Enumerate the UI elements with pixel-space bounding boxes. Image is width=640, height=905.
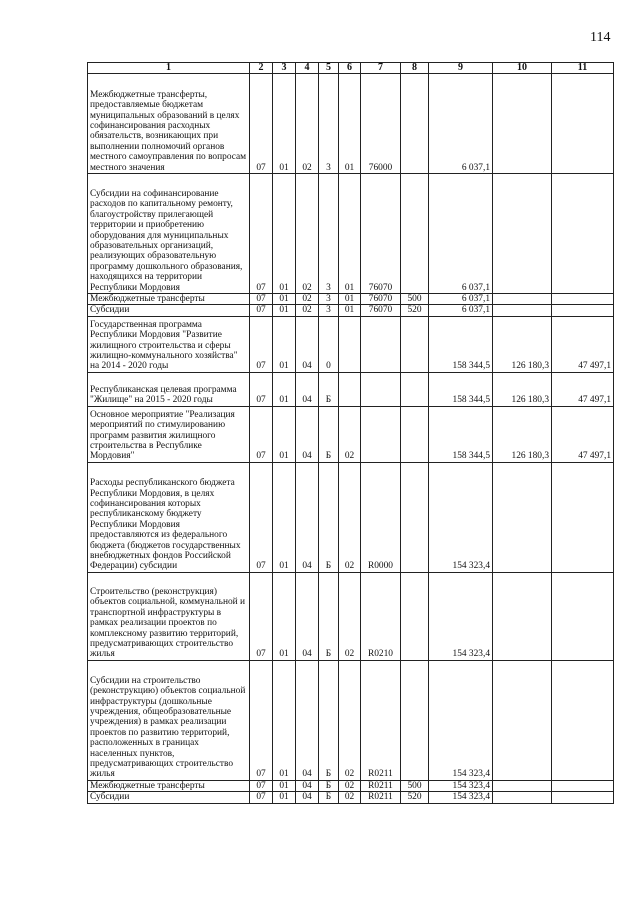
row-value-cell: 02 — [339, 462, 361, 572]
row-value-cell: 02 — [339, 572, 361, 660]
row-value-cell: 76070 — [361, 294, 401, 305]
row-value-cell: 01 — [339, 174, 361, 294]
row-value-cell — [552, 74, 614, 174]
row-value-cell — [361, 406, 401, 462]
col-header: 7 — [361, 63, 401, 74]
row-value-cell — [552, 572, 614, 660]
row-value-cell: 520 — [401, 305, 429, 316]
row-value-cell: 01 — [273, 74, 296, 174]
row-name-cell: Республиканская целевая программа "Жилище" на 2015 - 2020 годы — [88, 372, 250, 406]
row-value-cell: 01 — [273, 792, 296, 803]
row-value-cell: 3 — [319, 174, 339, 294]
row-name-cell: Субсидии — [88, 792, 250, 803]
row-value-cell: 01 — [273, 780, 296, 791]
row-value-cell — [493, 74, 552, 174]
row-value-cell: 3 — [319, 74, 339, 174]
row-value-cell: 04 — [296, 660, 319, 780]
row-value-cell: 76070 — [361, 305, 401, 316]
table-row — [88, 406, 614, 462]
row-value-cell: 02 — [296, 74, 319, 174]
row-value-cell — [552, 660, 614, 780]
row-value-cell: 6 037,1 — [429, 305, 493, 316]
row-value-cell: R0211 — [361, 792, 401, 803]
row-value-cell: 04 — [296, 572, 319, 660]
row-value-cell: 01 — [339, 305, 361, 316]
row-value-cell: 158 344,5 — [429, 372, 493, 406]
row-value-cell: 02 — [296, 294, 319, 305]
row-value-cell: 04 — [296, 792, 319, 803]
row-value-cell — [361, 372, 401, 406]
table-row — [88, 462, 614, 572]
table-row — [88, 316, 614, 372]
row-value-cell — [552, 462, 614, 572]
table-row — [88, 780, 614, 791]
row-value-cell: 01 — [273, 174, 296, 294]
col-header: 2 — [250, 63, 273, 74]
row-value-cell: 01 — [273, 372, 296, 406]
row-value-cell — [552, 792, 614, 803]
row-value-cell — [493, 792, 552, 803]
row-value-cell: Б — [319, 462, 339, 572]
row-value-cell: 07 — [250, 305, 273, 316]
row-value-cell — [552, 174, 614, 294]
row-value-cell — [493, 462, 552, 572]
row-value-cell: 01 — [339, 294, 361, 305]
row-value-cell: 04 — [296, 462, 319, 572]
row-value-cell: 07 — [250, 74, 273, 174]
row-value-cell: 02 — [296, 174, 319, 294]
row-value-cell: 07 — [250, 462, 273, 572]
col-header: 1 — [88, 63, 250, 74]
row-value-cell — [493, 660, 552, 780]
row-value-cell — [552, 294, 614, 305]
row-value-cell: 154 323,4 — [429, 660, 493, 780]
table-row — [88, 74, 614, 174]
row-value-cell: 3 — [319, 305, 339, 316]
table-row — [88, 792, 614, 803]
budget-table — [87, 62, 614, 804]
row-value-cell: 07 — [250, 406, 273, 462]
row-value-cell: 0 — [319, 316, 339, 372]
row-name-cell: Субсидии на софинансирование расходов по капитальному ремонту, благоустройству прилегающей территории и приобретению оборудования для муниципальных образовательных организаций, реализующих образовательную программу дошкольного образования, находящихся на территории Республики Мордовия — [88, 174, 250, 294]
col-header: 11 — [552, 63, 614, 74]
row-value-cell: 154 323,4 — [429, 792, 493, 803]
row-value-cell: 126 180,3 — [493, 406, 552, 462]
row-value-cell: 158 344,5 — [429, 406, 493, 462]
row-name-cell: Межбюджетные трансферты — [88, 294, 250, 305]
row-value-cell — [401, 462, 429, 572]
col-header: 6 — [339, 63, 361, 74]
row-value-cell: 500 — [401, 780, 429, 791]
row-value-cell: 07 — [250, 174, 273, 294]
row-value-cell: 158 344,5 — [429, 316, 493, 372]
table-row — [88, 305, 614, 316]
row-value-cell: 154 323,4 — [429, 780, 493, 791]
row-value-cell: 126 180,3 — [493, 316, 552, 372]
row-value-cell — [339, 372, 361, 406]
row-value-cell — [401, 660, 429, 780]
table-row — [88, 660, 614, 780]
table-row — [88, 294, 614, 305]
row-value-cell: 01 — [273, 316, 296, 372]
row-value-cell: Б — [319, 406, 339, 462]
table-row — [88, 372, 614, 406]
row-value-cell — [493, 305, 552, 316]
row-value-cell: 01 — [273, 572, 296, 660]
row-value-cell: 01 — [339, 74, 361, 174]
row-value-cell: 6 037,1 — [429, 294, 493, 305]
row-value-cell: 07 — [250, 660, 273, 780]
row-value-cell: 520 — [401, 792, 429, 803]
row-value-cell: 126 180,3 — [493, 372, 552, 406]
row-value-cell: 02 — [339, 792, 361, 803]
row-value-cell: R0211 — [361, 660, 401, 780]
row-name-cell: Основное мероприятие "Реализация мероприятий по стимулированию программ развития жилищного строительства в Республике Мордовия" — [88, 406, 250, 462]
col-header: 9 — [429, 63, 493, 74]
table-row — [88, 174, 614, 294]
col-header: 8 — [401, 63, 429, 74]
row-value-cell: Б — [319, 780, 339, 791]
row-name-cell: Субсидии на строительство (реконструкцию) объектов социальной инфраструктуры (дошкольные учреждения, общеобразовательные учреждения) в рамках реализации проектов по развитию территорий, расположенных в границах населенных пунктов, предусматривающих строительство жилья — [88, 660, 250, 780]
row-value-cell: 04 — [296, 406, 319, 462]
row-value-cell: 02 — [296, 305, 319, 316]
row-value-cell: 07 — [250, 572, 273, 660]
row-value-cell — [361, 316, 401, 372]
row-value-cell — [493, 572, 552, 660]
col-header: 10 — [493, 63, 552, 74]
row-value-cell — [552, 780, 614, 791]
row-value-cell: 01 — [273, 462, 296, 572]
row-value-cell — [493, 174, 552, 294]
row-name-cell: Государственная программа Республики Мордовия "Развитие жилищного строительства и сферы жилищно-коммунального хозяйства" на 2014 - 2020 годы — [88, 316, 250, 372]
col-header: 4 — [296, 63, 319, 74]
row-value-cell: 07 — [250, 316, 273, 372]
col-header: 3 — [273, 63, 296, 74]
row-value-cell: Б — [319, 660, 339, 780]
row-value-cell: R0000 — [361, 462, 401, 572]
row-name-cell: Субсидии — [88, 305, 250, 316]
row-value-cell: 154 323,4 — [429, 572, 493, 660]
row-name-cell: Межбюджетные трансферты — [88, 780, 250, 791]
row-value-cell: 01 — [273, 406, 296, 462]
row-value-cell: 76070 — [361, 174, 401, 294]
row-value-cell: 07 — [250, 294, 273, 305]
row-value-cell: 04 — [296, 316, 319, 372]
row-value-cell: 07 — [250, 792, 273, 803]
row-value-cell: 07 — [250, 780, 273, 791]
row-value-cell — [401, 316, 429, 372]
row-value-cell — [552, 305, 614, 316]
row-value-cell: 6 037,1 — [429, 74, 493, 174]
row-value-cell — [401, 74, 429, 174]
row-value-cell: 47 497,1 — [552, 316, 614, 372]
row-value-cell — [493, 780, 552, 791]
row-value-cell: 04 — [296, 780, 319, 791]
header-row — [88, 63, 614, 74]
row-value-cell: Б — [319, 372, 339, 406]
row-value-cell — [339, 316, 361, 372]
row-value-cell: 154 323,4 — [429, 462, 493, 572]
row-value-cell: 3 — [319, 294, 339, 305]
row-value-cell: 04 — [296, 372, 319, 406]
row-value-cell: 01 — [273, 294, 296, 305]
table-row — [88, 572, 614, 660]
row-value-cell: 47 497,1 — [552, 406, 614, 462]
row-value-cell — [493, 294, 552, 305]
row-value-cell: Б — [319, 792, 339, 803]
row-value-cell: 02 — [339, 660, 361, 780]
row-name-cell: Межбюджетные трансферты, предоставляемые бюджетам муниципальных образований в целях софинансирования расходных обязательств, возникающих при выполнении полномочий органов местного самоуправления по вопросам местного значения — [88, 74, 250, 174]
col-header: 5 — [319, 63, 339, 74]
row-value-cell: 01 — [273, 660, 296, 780]
row-value-cell — [401, 372, 429, 406]
row-value-cell: 02 — [339, 780, 361, 791]
page-number: 114 — [590, 30, 611, 45]
row-name-cell: Расходы республиканского бюджета Республики Мордовия, в целях софинансирования которых республиканскому бюджету Республики Мордовия предоставляются из федерального бюджета (бюджетов государственных внебюджетных фондов Российской Федерации) субсидии — [88, 462, 250, 572]
row-name-cell: Строительство (реконструкция) объектов социальной, коммунальной и транспортной инфраструктуры в рамках реализации проектов по комплексному развитию территорий, предусматривающих строительство жилья — [88, 572, 250, 660]
row-value-cell: 76000 — [361, 74, 401, 174]
row-value-cell: 02 — [339, 406, 361, 462]
row-value-cell: 500 — [401, 294, 429, 305]
row-value-cell: 6 037,1 — [429, 174, 493, 294]
row-value-cell: Б — [319, 572, 339, 660]
row-value-cell — [401, 572, 429, 660]
row-value-cell: 47 497,1 — [552, 372, 614, 406]
row-value-cell: R0211 — [361, 780, 401, 791]
row-value-cell: 07 — [250, 372, 273, 406]
row-value-cell: R0210 — [361, 572, 401, 660]
row-value-cell: 01 — [273, 305, 296, 316]
row-value-cell — [401, 174, 429, 294]
row-value-cell — [401, 406, 429, 462]
